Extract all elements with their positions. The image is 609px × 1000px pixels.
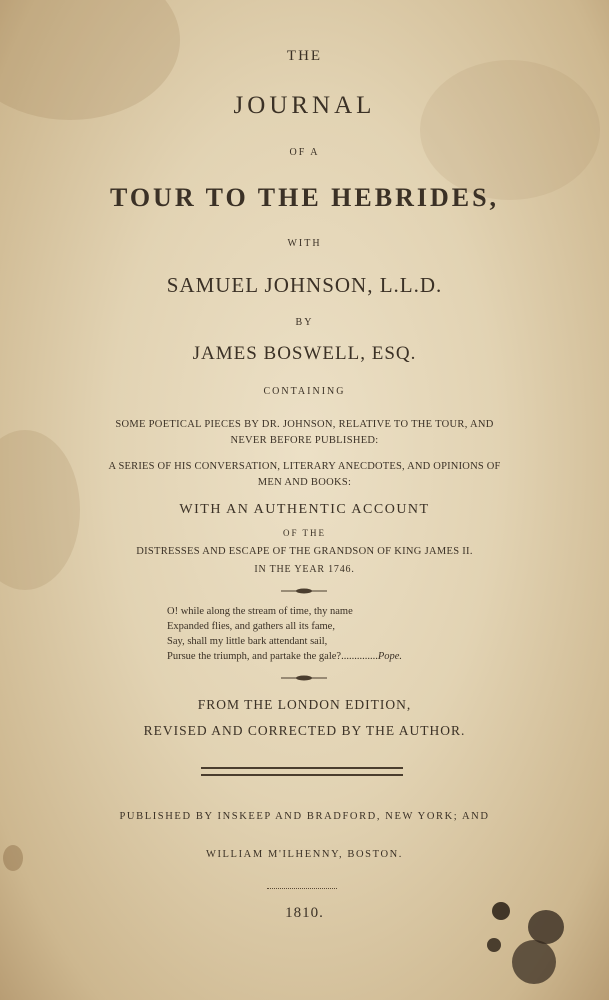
verse-line: Say, shall my little bark attendant sail, xyxy=(167,636,328,647)
edition-line-1: FROM THE LONDON EDITION, xyxy=(197,697,412,712)
verse-line: O! while along the stream of time, thy name xyxy=(167,606,353,617)
ink-blot xyxy=(487,938,501,952)
poetical-line-1: SOME POETICAL PIECES BY DR. JOHNSON, RELATIVE TO THE TOUR, AND xyxy=(115,419,494,430)
double-rule xyxy=(201,767,403,776)
verse-attribution: Pope. xyxy=(377,651,403,662)
containing-label: CONTAINING xyxy=(263,386,346,397)
authentic-account: WITH AN AUTHENTIC ACCOUNT xyxy=(179,502,430,517)
verse-leader: .............. xyxy=(341,651,378,662)
with-label: WITH xyxy=(287,238,322,249)
epigraph-verse xyxy=(167,604,402,664)
johnson-name: SAMUEL JOHNSON, L.L.D. xyxy=(166,273,443,297)
publisher-line-2: WILLIAM M'ILHENNY, BOSTON. xyxy=(205,849,404,860)
by-label: BY xyxy=(295,317,314,328)
dotted-rule xyxy=(267,888,337,889)
verse-line: Expanded flies, and gathers all its fame, xyxy=(167,621,335,632)
publication-date: 1810. xyxy=(285,905,324,921)
title-journal: JOURNAL xyxy=(233,92,376,119)
year-line: IN THE YEAR 1746. xyxy=(254,564,355,575)
of-the-label: OF THE xyxy=(282,528,327,538)
poetical-line-2: NEVER BEFORE PUBLISHED: xyxy=(230,435,379,446)
title-of-a: OF A xyxy=(289,147,320,158)
distresses-line: DISTRESSES AND ESCAPE OF THE GRANDSON OF KING JAMES II. xyxy=(136,546,473,557)
series-line-1: A SERIES OF HIS CONVERSATION, LITERARY ANECDOTES, AND OPINIONS OF xyxy=(108,461,501,472)
ornament-rule xyxy=(281,587,327,595)
ornament-rule xyxy=(281,674,327,682)
stain xyxy=(420,60,600,200)
title-the: THE xyxy=(286,48,323,64)
title-tour: TOUR TO THE HEBRIDES, xyxy=(109,183,500,212)
ink-blot xyxy=(512,940,556,984)
publisher-line-1: PUBLISHED BY INSKEEP AND BRADFORD, NEW YORK; AND xyxy=(119,811,490,822)
verse-line: Pursue the triumph, and partake the gale? xyxy=(167,651,342,662)
boswell-name: JAMES BOSWELL, ESQ. xyxy=(192,343,417,364)
edition-line-2: REVISED AND CORRECTED BY THE AUTHOR. xyxy=(143,723,466,738)
series-line-2: MEN AND BOOKS: xyxy=(257,477,352,488)
